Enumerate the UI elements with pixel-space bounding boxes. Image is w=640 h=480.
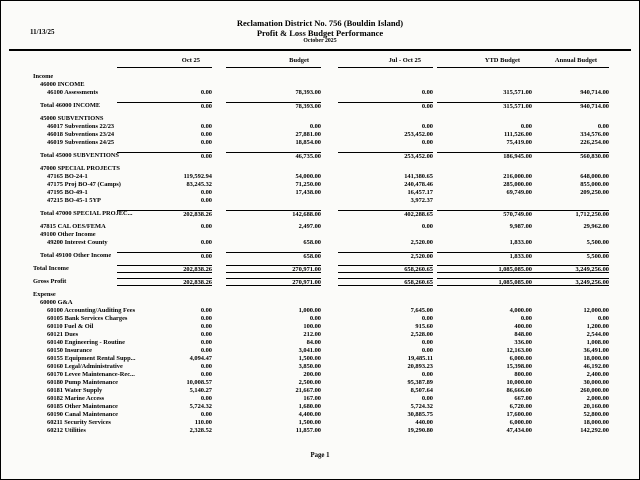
row-value: 0.00 bbox=[421, 223, 433, 230]
row-label: 60211 Security Services bbox=[47, 419, 111, 426]
row-value bbox=[514, 231, 609, 239]
report-row bbox=[31, 355, 609, 363]
row-value: 0.00 bbox=[200, 371, 212, 378]
header-divider-rule bbox=[9, 49, 631, 51]
report-row bbox=[31, 210, 609, 218]
column-header-annual-budget: Annual Budget bbox=[514, 57, 609, 68]
row-value: 0.00 bbox=[421, 123, 433, 130]
row-label: Total 46000 INCOME bbox=[40, 102, 101, 109]
row-label: 46018 Subventions 23/24 bbox=[47, 131, 115, 138]
row-value: 1,085,085.00 bbox=[437, 278, 532, 286]
report-row bbox=[31, 252, 609, 260]
row-value: 10,008.57 bbox=[186, 379, 212, 386]
report-row bbox=[31, 379, 609, 387]
report-row bbox=[31, 387, 609, 395]
row-value: 8,507.64 bbox=[410, 387, 433, 394]
page-number-footer: Page 1 bbox=[310, 452, 330, 459]
row-value: 334,576.00 bbox=[580, 131, 609, 138]
row-value bbox=[338, 231, 433, 239]
row-label: 60181 Water Supply bbox=[47, 387, 103, 394]
row-value: 0.00 bbox=[421, 89, 433, 96]
row-value: 4,094.47 bbox=[189, 355, 212, 362]
row-value: 2,500.00 bbox=[298, 379, 321, 386]
row-value: 18,000.00 bbox=[583, 419, 609, 426]
row-value bbox=[514, 299, 609, 307]
report-row bbox=[31, 73, 609, 81]
row-value: 0.00 bbox=[200, 197, 212, 204]
column-header-jul-oct: Jul - Oct 25 bbox=[338, 57, 433, 68]
row-value: 95,387.89 bbox=[407, 379, 433, 386]
row-value: 11,857.00 bbox=[295, 427, 321, 434]
row-label: 60170 Levee Maintenance-Rec... bbox=[47, 371, 135, 378]
row-value bbox=[226, 291, 321, 299]
row-value: 0.00 bbox=[597, 123, 609, 130]
row-value: 315,571.00 bbox=[437, 102, 532, 110]
row-value: 226,254.00 bbox=[580, 139, 609, 146]
row-value: 5,500.00 bbox=[514, 252, 609, 260]
row-value: 0.00 bbox=[200, 89, 212, 96]
row-value: 5,724.32 bbox=[189, 403, 212, 410]
row-value: 658.00 bbox=[303, 239, 321, 246]
row-label: 60121 Dues bbox=[47, 331, 79, 338]
row-value: 6,720.00 bbox=[509, 403, 532, 410]
report-row bbox=[31, 89, 609, 97]
row-value: 658,260.65 bbox=[338, 265, 433, 273]
row-value: 19,485.11 bbox=[407, 355, 433, 362]
row-value bbox=[117, 165, 212, 173]
report-row bbox=[31, 403, 609, 411]
row-value bbox=[117, 291, 212, 299]
row-label: 60190 Canal Maintenance bbox=[47, 411, 119, 418]
row-value: 402,288.65 bbox=[338, 210, 433, 218]
row-value: 5,724.32 bbox=[410, 403, 433, 410]
report-row bbox=[31, 189, 609, 197]
row-value bbox=[226, 197, 321, 205]
row-value bbox=[226, 231, 321, 239]
row-value: 186,945.00 bbox=[437, 152, 532, 160]
row-value: 19,290.80 bbox=[407, 427, 433, 434]
row-value bbox=[226, 115, 321, 123]
row-value: 855,000.00 bbox=[580, 181, 609, 188]
row-value: 0.00 bbox=[520, 123, 532, 130]
row-label: 60000 G&A bbox=[40, 299, 73, 306]
report-row bbox=[31, 115, 609, 123]
row-value: 0.00 bbox=[200, 339, 212, 346]
row-value: 10,000.00 bbox=[506, 379, 532, 386]
row-value: 20,893.23 bbox=[407, 363, 433, 370]
row-value: 17,438.00 bbox=[295, 189, 321, 196]
row-label: Expense bbox=[33, 291, 56, 298]
row-label: 46000 INCOME bbox=[40, 81, 85, 88]
row-value: 0.00 bbox=[309, 123, 321, 130]
row-value: 667.00 bbox=[514, 395, 532, 402]
row-value: 0.00 bbox=[421, 371, 433, 378]
row-value: 69,749.00 bbox=[506, 189, 532, 196]
row-value: 0.00 bbox=[117, 152, 212, 160]
row-label: 49200 Interest County bbox=[47, 239, 108, 246]
row-label: 60150 Insurance bbox=[47, 347, 92, 354]
report-title-period: October 2025 bbox=[303, 38, 337, 44]
row-value: 30,885.75 bbox=[407, 411, 433, 418]
row-value bbox=[338, 299, 433, 307]
report-row bbox=[31, 371, 609, 379]
report-row bbox=[31, 173, 609, 181]
row-label: Gross Profit bbox=[33, 278, 67, 285]
row-label: 60140 Engineering - Routine bbox=[47, 339, 125, 346]
row-value: 36,491.00 bbox=[583, 347, 609, 354]
row-label: 60182 Marine Access bbox=[47, 395, 105, 402]
row-value: 0.00 bbox=[117, 102, 212, 110]
row-value: 800.00 bbox=[514, 371, 532, 378]
row-value: 141,380.65 bbox=[404, 173, 433, 180]
report-row bbox=[31, 307, 609, 315]
row-value: 5,140.27 bbox=[189, 387, 212, 394]
report-row bbox=[31, 395, 609, 403]
report-row bbox=[31, 152, 609, 160]
row-label: 60180 Pump Maintenance bbox=[47, 379, 119, 386]
row-value: 0.00 bbox=[200, 239, 212, 246]
row-value bbox=[226, 81, 321, 89]
row-value: 75,419.00 bbox=[506, 139, 532, 146]
row-value: 119,592.94 bbox=[183, 173, 212, 180]
report-row bbox=[31, 363, 609, 371]
row-value: 83,245.32 bbox=[186, 181, 212, 188]
report-row bbox=[31, 165, 609, 173]
row-label: 49100 Other Income bbox=[40, 231, 96, 238]
row-value bbox=[338, 81, 433, 89]
row-value: 202,838.26 bbox=[117, 210, 212, 218]
report-row bbox=[31, 197, 609, 205]
row-value: 3,249,256.00 bbox=[514, 265, 609, 273]
row-value: 0.00 bbox=[200, 331, 212, 338]
row-label: 47815 CAL OES/FEMA bbox=[40, 223, 106, 230]
row-value: 0.00 bbox=[200, 123, 212, 130]
row-value bbox=[514, 291, 609, 299]
row-value: 253,452.00 bbox=[338, 152, 433, 160]
report-row bbox=[31, 181, 609, 189]
row-label: 60155 Equipment Rental Supp... bbox=[47, 355, 136, 362]
row-value bbox=[338, 115, 433, 123]
row-label: 47195 BO-49-1 bbox=[47, 189, 88, 196]
row-value: 0.00 bbox=[200, 189, 212, 196]
row-value bbox=[514, 197, 609, 205]
row-value: 260,000.00 bbox=[580, 387, 609, 394]
row-value: 0.00 bbox=[200, 131, 212, 138]
row-value: 2,544.00 bbox=[586, 331, 609, 338]
column-header-row bbox=[1, 57, 639, 70]
row-value bbox=[226, 73, 321, 81]
row-value: 142,292.00 bbox=[580, 427, 609, 434]
row-value bbox=[338, 73, 433, 81]
row-value: 6,000.00 bbox=[509, 355, 532, 362]
row-value bbox=[117, 73, 212, 81]
row-value bbox=[514, 81, 609, 89]
report-row bbox=[31, 265, 609, 273]
row-value: 78,393.00 bbox=[226, 102, 321, 110]
row-value: 30,000.00 bbox=[583, 379, 609, 386]
row-value: 18,854.00 bbox=[295, 139, 321, 146]
row-value: 3,249,256.00 bbox=[514, 278, 609, 286]
row-value: 2,400.00 bbox=[586, 371, 609, 378]
row-value: 3,041.00 bbox=[298, 347, 321, 354]
row-value: 1,680.00 bbox=[298, 403, 321, 410]
row-value: 270,971.00 bbox=[226, 265, 321, 273]
row-value: 253,452.00 bbox=[404, 131, 433, 138]
row-value: 216,000.00 bbox=[503, 173, 532, 180]
row-value: 142,688.00 bbox=[226, 210, 321, 218]
report-row bbox=[31, 299, 609, 307]
row-label: 60100 Accounting/Auditing Fees bbox=[47, 307, 136, 314]
row-value: 7,645.00 bbox=[410, 307, 433, 314]
row-value: 29,962.00 bbox=[583, 223, 609, 230]
report-row bbox=[31, 239, 609, 247]
row-value: 440.00 bbox=[415, 419, 433, 426]
row-value: 0.00 bbox=[200, 347, 212, 354]
report-row bbox=[31, 102, 609, 110]
report-row bbox=[31, 315, 609, 323]
row-value: 0.00 bbox=[200, 323, 212, 330]
row-label: 60185 Other Maintenance bbox=[47, 403, 118, 410]
row-value: 3,850.00 bbox=[298, 363, 321, 370]
row-value bbox=[226, 299, 321, 307]
row-value: 15,398.00 bbox=[506, 363, 532, 370]
row-label: Income bbox=[33, 73, 54, 80]
row-value bbox=[514, 73, 609, 81]
row-value: 315,571.00 bbox=[503, 89, 532, 96]
column-header-budget: Budget bbox=[226, 57, 321, 68]
row-value: 71,250.00 bbox=[295, 181, 321, 188]
row-value: 17,600.00 bbox=[506, 411, 532, 418]
row-label: Total 47000 SPECIAL PROJEC... bbox=[40, 210, 133, 217]
row-value bbox=[514, 165, 609, 173]
row-value: 52,800.00 bbox=[583, 411, 609, 418]
row-value: 212.00 bbox=[303, 331, 321, 338]
row-value: 0.00 bbox=[309, 315, 321, 322]
row-value: 9,987.00 bbox=[509, 223, 532, 230]
report-title-company: Reclamation District No. 756 (Bouldin Island) bbox=[236, 18, 404, 28]
row-label: 47165 BO-24-1 bbox=[47, 173, 88, 180]
row-label: 46100 Assessments bbox=[47, 89, 98, 96]
report-row bbox=[31, 131, 609, 139]
report-row bbox=[31, 331, 609, 339]
row-value: 270,971.00 bbox=[226, 278, 321, 286]
row-value: 16,457.17 bbox=[407, 189, 433, 196]
row-label: 47000 SPECIAL PROJECTS bbox=[40, 165, 120, 172]
row-value: 21,667.00 bbox=[295, 387, 321, 394]
row-value: 200.00 bbox=[303, 371, 321, 378]
report-row bbox=[31, 81, 609, 89]
row-value: 20,160.00 bbox=[583, 403, 609, 410]
row-value: 0.00 bbox=[200, 411, 212, 418]
row-value: 2,000.00 bbox=[586, 395, 609, 402]
report-row bbox=[31, 123, 609, 131]
row-value: 0.00 bbox=[200, 139, 212, 146]
row-value: 100.00 bbox=[303, 323, 321, 330]
report-row bbox=[31, 427, 609, 435]
row-value: 2,528.00 bbox=[410, 331, 433, 338]
row-label: Total 45000 SUBVENTIONS bbox=[40, 152, 119, 159]
row-value: 110.00 bbox=[194, 419, 212, 426]
row-value: 2,520.00 bbox=[338, 252, 433, 260]
row-value: 658.00 bbox=[226, 252, 321, 260]
row-value: 1,500.00 bbox=[298, 355, 321, 362]
column-header-oct: Oct 25 bbox=[117, 57, 212, 68]
row-value: 111,526.00 bbox=[503, 131, 532, 138]
report-row bbox=[31, 291, 609, 299]
row-value: 0.00 bbox=[421, 347, 433, 354]
report-run-date: 11/13/25 bbox=[30, 28, 55, 36]
row-value: 18,000.00 bbox=[583, 355, 609, 362]
row-value: 658,260.65 bbox=[338, 278, 433, 286]
row-value: 86,666.00 bbox=[506, 387, 532, 394]
report-row bbox=[31, 419, 609, 427]
row-value: 46,192.00 bbox=[583, 363, 609, 370]
row-value: 0.00 bbox=[421, 339, 433, 346]
row-value: 4,400.00 bbox=[298, 411, 321, 418]
row-value: 0.00 bbox=[200, 307, 212, 314]
row-label: 47215 BO-45-1 5YP bbox=[47, 197, 101, 204]
row-value: 1,500.00 bbox=[298, 419, 321, 426]
row-value: 4,000.00 bbox=[509, 307, 532, 314]
row-value bbox=[338, 291, 433, 299]
row-value bbox=[338, 165, 433, 173]
report-title-name: Profit & Loss Budget Performance bbox=[256, 28, 384, 38]
row-value: 54,000.00 bbox=[295, 173, 321, 180]
row-value: 1,200.00 bbox=[586, 323, 609, 330]
row-value: 0.00 bbox=[421, 139, 433, 146]
row-value: 202,838.26 bbox=[117, 278, 212, 286]
row-value bbox=[226, 165, 321, 173]
row-value: 12,163.00 bbox=[506, 347, 532, 354]
row-value: 0.00 bbox=[421, 395, 433, 402]
row-value bbox=[117, 231, 212, 239]
row-value: 0.00 bbox=[200, 315, 212, 322]
row-value bbox=[117, 115, 212, 123]
row-value: 940,714.00 bbox=[580, 89, 609, 96]
row-value: 1,833.00 bbox=[437, 252, 532, 260]
report-row bbox=[31, 278, 609, 286]
row-value: 848.00 bbox=[514, 331, 532, 338]
row-label: 45000 SUBVENTIONS bbox=[40, 115, 104, 122]
row-value: 0.00 bbox=[520, 315, 532, 322]
report-title-block bbox=[1, 18, 639, 45]
row-value: 78,393.00 bbox=[295, 89, 321, 96]
row-value: 2,328.52 bbox=[189, 427, 212, 434]
row-label: 46017 Subventions 22/23 bbox=[47, 123, 115, 130]
row-value: 27,881.00 bbox=[295, 131, 321, 138]
report-row bbox=[31, 323, 609, 331]
row-value: 570,749.00 bbox=[437, 210, 532, 218]
row-value: 285,000.00 bbox=[503, 181, 532, 188]
row-value: 6,000.00 bbox=[509, 419, 532, 426]
report-table bbox=[31, 73, 609, 435]
row-value: 2,520.00 bbox=[410, 239, 433, 246]
row-value: 12,000.00 bbox=[583, 307, 609, 314]
row-value: 1,712,250.00 bbox=[514, 210, 609, 218]
row-value: 5,500.00 bbox=[586, 239, 609, 246]
report-row bbox=[31, 339, 609, 347]
row-value: 167.00 bbox=[303, 395, 321, 402]
row-value: 202,838.26 bbox=[117, 265, 212, 273]
row-value: 1,000.00 bbox=[298, 307, 321, 314]
row-label: 46019 Subventions 24/25 bbox=[47, 139, 115, 146]
row-value: 2,497.00 bbox=[298, 223, 321, 230]
row-value: 0.00 bbox=[200, 223, 212, 230]
row-label: Total Income bbox=[33, 265, 69, 272]
row-value: 47,434.00 bbox=[506, 427, 532, 434]
row-value: 0.00 bbox=[597, 315, 609, 322]
row-value: 0.00 bbox=[338, 102, 433, 110]
row-value: 940,714.00 bbox=[514, 102, 609, 110]
row-value bbox=[117, 81, 212, 89]
row-value: 3,972.37 bbox=[410, 197, 433, 204]
row-value bbox=[117, 299, 212, 307]
row-value: 1,008.00 bbox=[586, 339, 609, 346]
row-label: 60160 Legal/Administrative bbox=[47, 363, 123, 370]
report-row bbox=[31, 411, 609, 419]
row-value: 240,478.46 bbox=[404, 181, 433, 188]
row-value: 648,000.00 bbox=[580, 173, 609, 180]
row-label: 60105 Bank Services Charges bbox=[47, 315, 128, 322]
report-row bbox=[31, 223, 609, 231]
row-value: 400.00 bbox=[514, 323, 532, 330]
row-label: Total 49100 Other Income bbox=[40, 252, 112, 259]
row-value: 560,830.00 bbox=[514, 152, 609, 160]
row-value: 0.00 bbox=[200, 363, 212, 370]
row-value: 84.00 bbox=[306, 339, 321, 346]
row-label: 60110 Fuel & Oil bbox=[47, 323, 94, 330]
row-value: 336.00 bbox=[514, 339, 532, 346]
report-row bbox=[31, 231, 609, 239]
row-value: 1,833.00 bbox=[509, 239, 532, 246]
row-value: 209,250.00 bbox=[580, 189, 609, 196]
report-row bbox=[31, 139, 609, 147]
row-label: 60212 Utilities bbox=[47, 427, 86, 434]
row-label: 47175 Proj BO-47 (Camps) bbox=[47, 181, 121, 188]
row-value: 1,085,085.00 bbox=[437, 265, 532, 273]
row-value: 915.60 bbox=[415, 323, 433, 330]
row-value: 0.00 bbox=[117, 252, 212, 260]
row-value: 0.00 bbox=[421, 315, 433, 322]
row-value bbox=[514, 115, 609, 123]
column-header-ytd-budget: YTD Budget bbox=[437, 57, 532, 68]
row-value: 46,735.00 bbox=[226, 152, 321, 160]
row-value: 0.00 bbox=[200, 395, 212, 402]
report-row bbox=[31, 347, 609, 355]
